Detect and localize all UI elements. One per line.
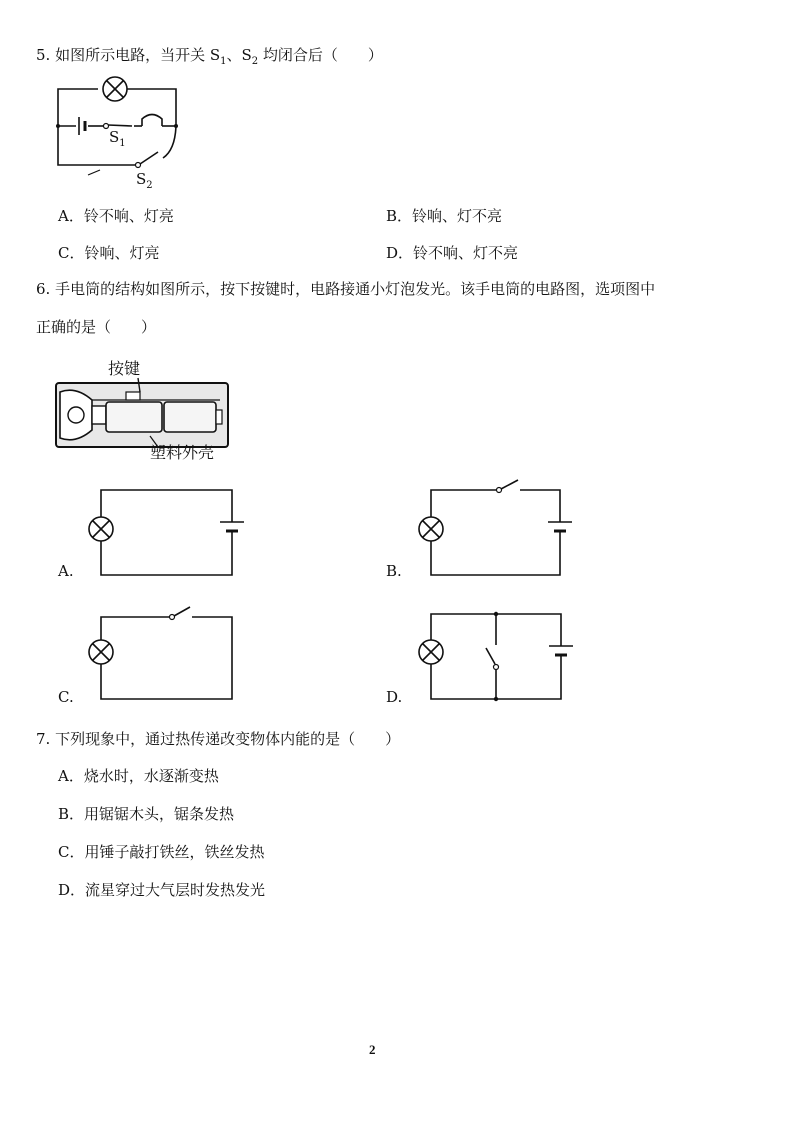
q7-option-c[interactable]: C．用锤子敲打铁丝，铁丝发热 (58, 843, 265, 861)
q5-option-c[interactable]: C．铃响、灯亮 (58, 244, 160, 262)
page-number: 2 (369, 1042, 376, 1057)
q7-stem: 7. 下列现象中，通过热传递改变物体内能的是（ ） (36, 730, 401, 748)
switch-icon (494, 665, 499, 670)
label-button: 按键 (108, 359, 141, 378)
q6-stem-line2: 正确的是（ ） (36, 318, 157, 336)
q5-option-d[interactable]: D．铃不响、灯不亮 (386, 244, 519, 262)
q6-option-d-label[interactable]: D. (386, 688, 403, 706)
q7-option-b[interactable]: B．用锯锯木头，锯条发热 (58, 805, 235, 823)
q7-option-a[interactable]: A．烧水时，水逐渐变热 (58, 767, 219, 785)
label-plastic-shell: 塑料外壳 (150, 443, 215, 462)
q5-label-s2: $S_2$ (136, 170, 153, 191)
q7-option-d[interactable]: D．流星穿过大气层时发热发光 (58, 881, 266, 899)
q5-option-a[interactable]: A．铃不响、灯亮 (58, 207, 174, 225)
q5-label-s1: $S_1$ (109, 128, 126, 149)
q6-option-b-label[interactable]: B. (386, 562, 402, 580)
q6-option-a-label[interactable]: A. (58, 562, 74, 580)
q6-stem-line1: 6. 手电筒的结构如图所示，按下按键时，电路接通小灯泡发光。该手电筒的电路图，选项图中 (36, 280, 656, 298)
q5-option-b[interactable]: B．铃响、灯不亮 (386, 207, 503, 225)
q5-stem: 5. 如图所示电路，当开关 $S_1$、$S_2$ 均闭合后（ ） (36, 46, 383, 67)
q6-option-c-label[interactable]: C. (58, 688, 74, 706)
